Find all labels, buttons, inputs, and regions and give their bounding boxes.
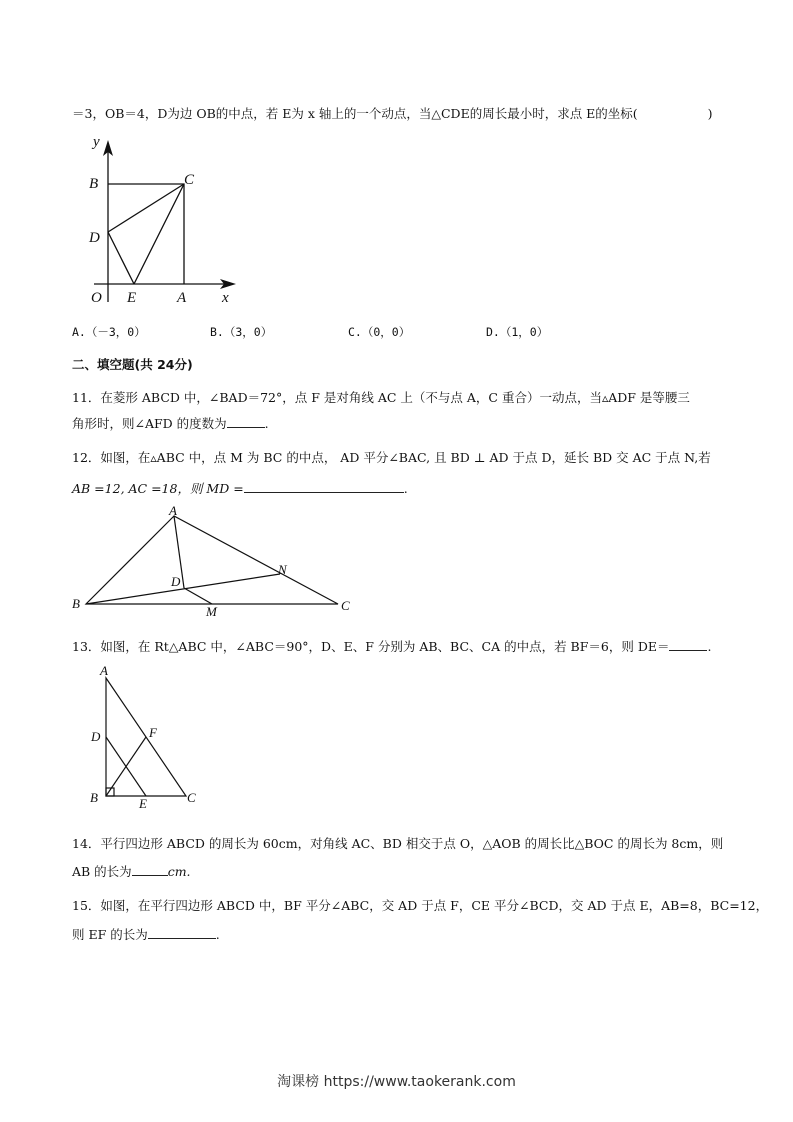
q13-figure <box>86 662 216 812</box>
q14-line2: AB 的长为 <box>72 864 132 879</box>
q15-line1: 15．如图，在平行四边形 ABCD 中，BF 平分∠ABC，交 AD 于点 F，CE 平分∠BCD，交 AD 于点 E，AB=8，BC=12， <box>72 898 769 913</box>
q12-line1: 12．如图，在▵ABC 中，点 M 为 BC 的中点， AD 平分∠BAC, 且 BD ⊥ AD 于点 D，延长 BD 交 AC 于点 N,若 <box>72 450 711 465</box>
q11-answer-blank <box>227 415 265 428</box>
q10-option-d: D.（1，0） <box>486 325 549 339</box>
q12-label-M: M <box>206 604 217 619</box>
q11-line1: 11．在菱形 ABCD 中，∠BAD＝72°，点 F 是对角线 AC 上（不与点 A，C 重合）一动点，当▵ADF 是等腰三 <box>72 390 690 405</box>
q15-line2: 则 EF 的长为 <box>72 927 148 942</box>
q13-label-B: B <box>90 790 98 805</box>
q10-option-b: B.（3，0） <box>210 325 273 339</box>
q10-stem: ＝3，OB＝4，D为边 OB的中点，若 E为 x 轴上的一个动点，当△CDE的周长最小时，求点 E的坐标( <box>72 106 638 121</box>
q14-line2-end: cm. <box>167 864 191 879</box>
q13-line1-row <box>72 637 711 655</box>
q15-line2-end: . <box>215 927 220 942</box>
q13-line1: 13．如图，在 Rt△ABC 中，∠ABC＝90°，D、E、F 分别为 AB、BC、CA 的中点，若 BF＝6，则 DE＝ <box>72 639 670 654</box>
q12-label-D: D <box>171 574 181 589</box>
q10-stem-line <box>72 104 713 122</box>
q12-label-C: C <box>341 598 350 613</box>
q10-option-c: C.（0，0） <box>348 325 411 339</box>
q10-label-O: O <box>91 290 102 306</box>
q12-label-B: B <box>72 596 80 611</box>
q13-label-E: E <box>139 796 147 811</box>
q13-label-F: F <box>149 725 157 740</box>
q12-figure <box>66 502 366 622</box>
q11-line2-row <box>72 414 269 432</box>
q10-label-x: x <box>222 290 229 306</box>
q13-answer-blank <box>669 638 707 651</box>
q15-answer-blank <box>148 926 216 939</box>
q10-label-B: B <box>89 176 99 192</box>
q10-label-A: A <box>177 290 187 306</box>
q12-line2-row <box>72 479 408 497</box>
q10-label-y: y <box>93 134 100 150</box>
q14-line2-row <box>72 862 191 880</box>
q14-answer-blank <box>132 863 168 876</box>
q10-close-paren: ) <box>707 106 713 121</box>
q10-option-a: A.（－3，0） <box>72 325 146 339</box>
q10-label-D: D <box>89 230 100 246</box>
section2-heading: 二、填空题(共 24分) <box>72 357 193 372</box>
q13-label-D: D <box>91 729 101 744</box>
q11-line2: 角形时，则∠AFD 的度数为 <box>72 416 227 431</box>
q15-line2-row <box>72 925 220 943</box>
q10-figure <box>80 130 280 310</box>
q13-label-A: A <box>100 663 108 678</box>
q12-label-N: N <box>278 562 287 577</box>
q12-line2-end: . <box>403 481 408 496</box>
q13-line1-end: . <box>707 639 712 654</box>
q13-label-C: C <box>187 790 196 805</box>
footer-watermark: 淘课榜 https://www.taokerank.com <box>277 1074 516 1090</box>
q14-line1: 14．平行四边形 ABCD 的周长为 60cm，对角线 AC、BD 相交于点 O，△AOB 的周长比△BOC 的周长为 8cm，则 <box>72 836 724 851</box>
q10-label-C: C <box>184 172 195 188</box>
q11-line2-end: . <box>264 416 269 431</box>
q12-label-A: A <box>169 503 177 518</box>
q12-answer-blank <box>244 480 404 493</box>
q12-line2: AB =12, AC =18，则 MD = <box>72 481 244 496</box>
q10-label-E: E <box>127 290 137 306</box>
